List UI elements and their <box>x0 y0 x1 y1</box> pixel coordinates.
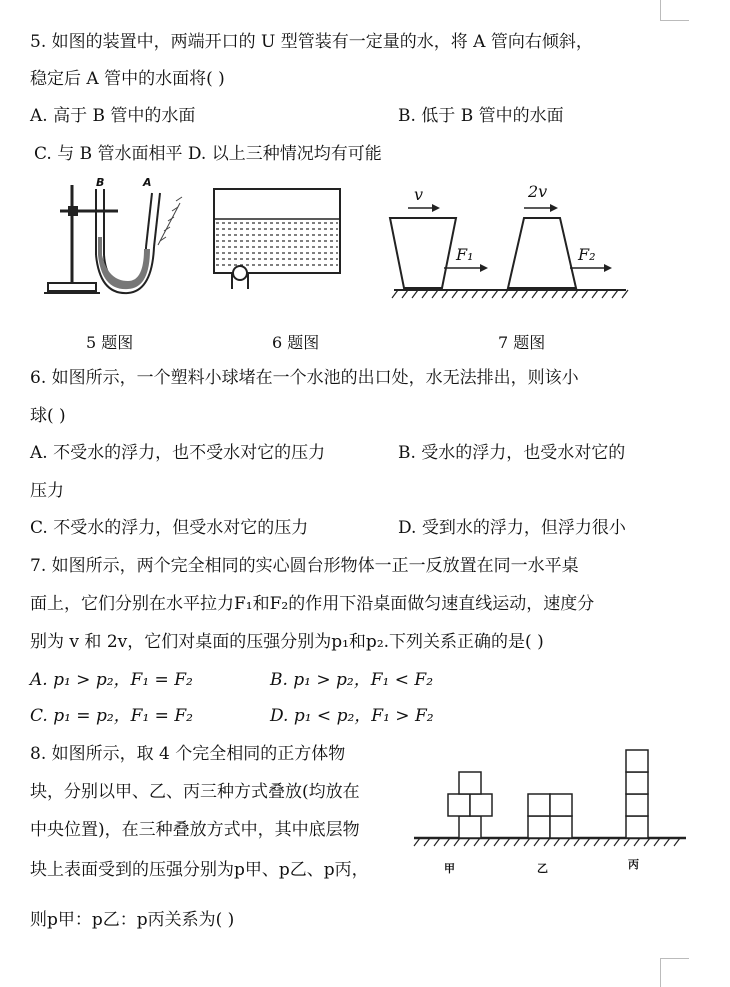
figure-5-u-tube <box>40 175 190 305</box>
q6-option-a: A. 不受水的浮力，也不受水对它的压力 <box>30 443 326 463</box>
q6-option-b: B. 受水的浮力，也受水对它的 <box>398 443 626 463</box>
figure-8-stacked-cubes <box>412 748 688 858</box>
q5-option-b: B. 低于 B 管中的水面 <box>398 106 564 126</box>
q7-line3: 别为 v 和 2v，它们对桌面的压强分别为p₁和p₂.下列关系正确的是( ) <box>30 632 544 652</box>
q6-option-c: C. 不受水的浮力，但受水对它的压力 <box>30 518 309 538</box>
q5-option-cd: C. 与 B 管水面相平 D. 以上三种情况均有可能 <box>34 144 382 164</box>
q7-line1: 7. 如图所示，两个完全相同的实心圆台形物体一正一反放置在同一水平桌 <box>30 556 579 576</box>
q5-option-a: A. 高于 B 管中的水面 <box>30 106 196 126</box>
q8-line2: 块，分别以甲、乙、丙三种方式叠放(均放在 <box>30 782 360 802</box>
fig5-label-b: B <box>96 176 105 189</box>
fig7-label-v: v <box>414 185 424 204</box>
q7-line2: 面上，它们分别在水平拉力F₁和F₂的作用下沿桌面做匀速直线运动，速度分 <box>30 594 595 614</box>
figure-7-frustums <box>390 180 630 300</box>
q7-option-b: B. p₁ > p₂，F₁ < F₂ <box>270 670 434 690</box>
q8-line3: 中央位置)，在三种叠放方式中，其中底层物 <box>30 820 360 840</box>
fig5-label-a: A <box>143 176 152 189</box>
q6-line1: 6. 如图所示，一个塑料小球堵在一个水池的出口处，水无法排出，则该小 <box>30 368 579 388</box>
corner-mark-bottom <box>660 958 689 987</box>
caption-fig7: 7 题图 <box>498 333 546 352</box>
q7-option-d: D. p₁ < p₂，F₁ > F₂ <box>270 706 434 726</box>
figure-6-water-tank <box>210 185 345 295</box>
fig8-label-jia: 甲 <box>444 862 455 875</box>
q7-option-c: C. p₁ = p₂，F₁ = F₂ <box>30 706 193 726</box>
q5-line2: 稳定后 A 管中的水面将( ) <box>30 69 225 89</box>
q8-line5: 则p甲：p乙：p丙关系为( ) <box>30 910 235 930</box>
q6-option-b-cont: 压力 <box>30 481 64 501</box>
q5-line1: 5. 如图的装置中，两端开口的 U 型管装有一定量的水，将 A 管向右倾斜， <box>30 32 593 52</box>
fig7-label-f1: F₁ <box>456 245 474 264</box>
fig7-label-2v: 2v <box>528 182 548 201</box>
fig8-label-bing: 丙 <box>628 858 639 871</box>
q6-option-d: D. 受到水的浮力，但浮力很小 <box>398 518 626 538</box>
corner-mark-top <box>660 0 689 21</box>
q8-line4: 块上表面受到的压强分别为p甲、p乙、p丙， <box>30 860 369 880</box>
fig7-label-f2: F₂ <box>578 245 596 264</box>
caption-fig6: 6 题图 <box>272 333 320 352</box>
q7-option-a: A. p₁ > p₂，F₁ = F₂ <box>30 670 193 690</box>
fig8-label-yi: 乙 <box>537 862 548 875</box>
caption-fig5: 5 题图 <box>86 333 134 352</box>
q8-line1: 8. 如图所示，取 4 个完全相同的正方体物 <box>30 744 346 764</box>
q6-line2: 球( ) <box>30 406 66 426</box>
